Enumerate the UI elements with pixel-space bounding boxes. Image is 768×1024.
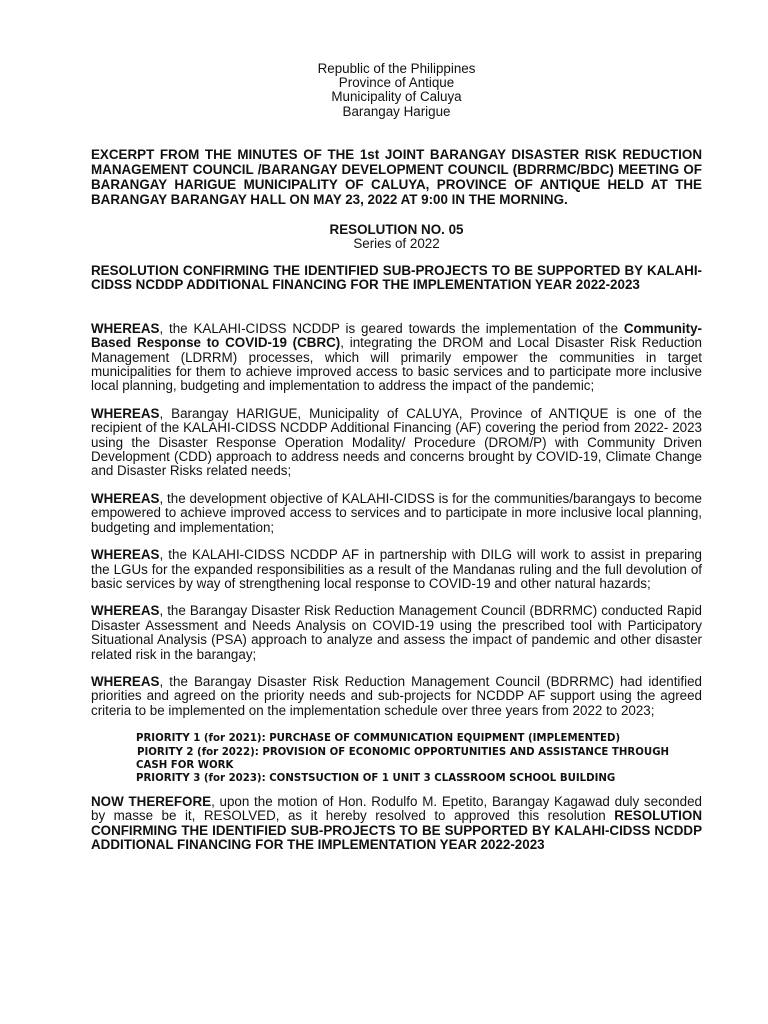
whereas-6-text: , the Barangay Disaster Risk Reduction Management Council (BDRRMC) had identified priorities and agreed on the priority needs and sub-projects for NCDDP AF support using the agreed criteria to be implemented on the implementation schedule over three years from 2022 to 2023;	[91, 673, 702, 718]
header-municipality: Municipality of Caluya	[331, 89, 462, 105]
whereas-4-text: , the KALAHI-CIDSS NCDDP AF in partnership with DILG will work to assist in preparing the LGUs for the expanded responsibilities as a result of the Mandanas ruling and the full devolution of basic services by way of strengthening local response to COVID-19 and other natural hazards;	[91, 547, 702, 591]
whereas-paragraph-6	[91, 675, 702, 718]
priority-list	[136, 732, 681, 786]
whereas-5-text: , the Barangay Disaster Risk Reduction Management Council (BDRRMC) conducted Rapid Disaster Assessment and Needs Analysis on COVID-19 using the prescribed tool with Participatory Situational Analysis (PSA) approach to analyze and assess the impact of pandemic and other disaster related risk in the barangay;	[91, 603, 702, 662]
whereas-paragraph-2	[91, 407, 702, 479]
whereas-paragraph-5	[91, 604, 702, 662]
excerpt-heading: EXCERPT FROM THE MINUTES OF THE 1st JOINT BARANGAY DISASTER RISK REDUCTION MANAGEMENT COUNCIL /BARANGAY DEVELOPMENT COUNCIL (BDRRMC/BDC) MEETING OF BARANGAY HARIGUE MUNICIPALITY OF CALUYA, PROVINCE OF ANTIQUE HELD AT THE BARANGAY BARANGAY HALL ON MAY 23, 2022 AT 9:00 IN THE MORNING.	[91, 146, 702, 208]
whereas-paragraph-3	[91, 492, 702, 535]
header-province: Province of Antique	[338, 75, 455, 91]
resolution-title: RESOLUTION CONFIRMING THE IDENTIFIED SUB-PROJECTS TO BE SUPPORTED BY KALAHI-CIDSS NCDDP ADDITIONAL FINANCING FOR THE IMPLEMENTATION YEAR 2022-2023	[91, 262, 702, 293]
whereas-keyword: WHEREAS	[91, 603, 160, 619]
now-therefore-resolution-title: RESOLUTION CONFIRMING THE IDENTIFIED SUB-PROJECTS TO BE SUPPORTED BY KALAHI-CIDSS NCDDP ADDITIONAL FINANCING FOR THE IMPLEMENTATION YEAR 2022-2023	[91, 808, 702, 852]
whereas-1-text-b: , integrating the DROM and Local Disaster Risk Reduction Management (LDRRM) processes, which will primarily empower the communities in target municipalities for them to achieve improved access to basic services and to participate more inclusive local planning, budgeting and implementation to address the impact of the pandemic;	[91, 335, 702, 394]
document-header	[91, 62, 702, 119]
resolution-number: RESOLUTION NO. 05	[329, 221, 464, 237]
priority-2-continued: CASH FOR WORK	[136, 759, 234, 771]
now-therefore-paragraph	[91, 795, 702, 853]
whereas-keyword: WHEREAS	[91, 547, 160, 563]
resolution-series: Series of 2022	[353, 235, 440, 251]
header-barangay: Barangay Harigue	[342, 103, 451, 119]
header-republic: Republic of the Philippines	[317, 61, 476, 76]
document-page	[91, 62, 702, 866]
whereas-keyword: WHEREAS	[91, 673, 160, 689]
whereas-paragraph-1	[91, 322, 702, 394]
whereas-1-text-a: , the KALAHI-CIDSS NCDDP is geared towards the implementation of the	[159, 320, 624, 336]
whereas-2-text: , Barangay HARIGUE, Municipality of CALUYA, Province of ANTIQUE is one of the recipient of the KALAHI-CIDSS NCDDP Additional Financing (AF) covering the period from 2022- 2023 using the Disaster Response Operation Modality/ Procedure (DROM/P) with Community Driven Development (CDD) approach to address needs and concerns brought by COVID-19, Climate Change and Disaster Risks related needs;	[91, 405, 702, 479]
whereas-3-text: , the development objective of KALAHI-CIDSS is for the communities/barangays to become empowered to achieve improved access to services and to participate in more inclusive local planning, budgeting and implementation;	[91, 490, 702, 535]
priority-3: PRIORITY 3 (for 2023): CONSTSUCTION OF 1 UNIT 3 CLASSROOM SCHOOL BUILDING	[136, 773, 616, 785]
now-therefore-keyword: NOW THEREFORE	[91, 793, 212, 809]
priority-2: PIORITY 2 (for 2022): PROVISION OF ECONOMIC OPPORTUNITIES AND ASSISTANCE THROUGH	[137, 746, 670, 758]
whereas-keyword: WHEREAS	[91, 320, 160, 336]
whereas-keyword: WHEREAS	[91, 490, 160, 506]
priority-1: PRIORITY 1 (for 2021): PURCHASE OF COMMUNICATION EQUIPMENT (IMPLEMENTED)	[136, 733, 621, 745]
now-therefore-text: , upon the motion of Hon. Rodulfo M. Epetito, Barangay Kagawad duly seconded by masse be it, RESOLVED, as it hereby resolved to approved this resolution	[91, 793, 703, 824]
whereas-paragraph-4	[91, 548, 702, 591]
whereas-1-bold: Community-Based Response to COVID-19 (CBRC)	[91, 320, 702, 351]
whereas-keyword: WHEREAS	[91, 405, 160, 421]
